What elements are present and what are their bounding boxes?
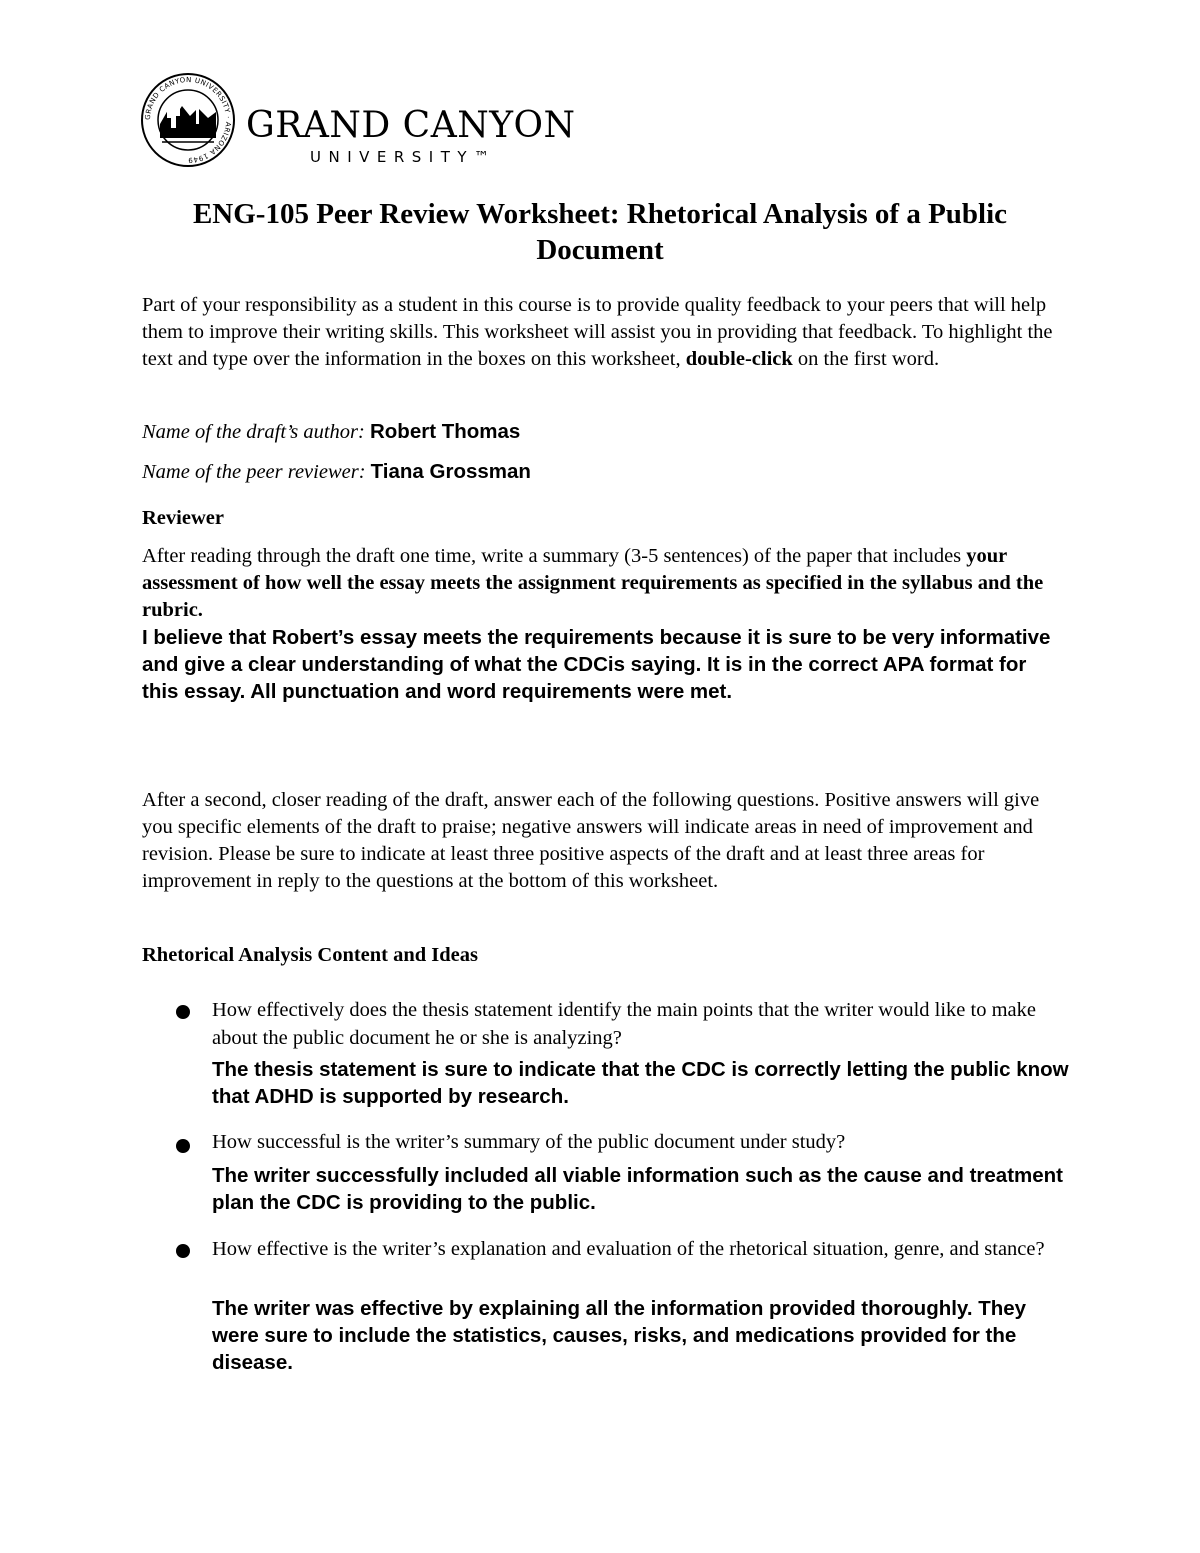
question-2: How successful is the writer’s summary of the public document under study? — [212, 1131, 846, 1153]
summary-prompt-text: After reading through the draft one time, write a summary (3-5 sentences) of the paper that includes — [142, 545, 967, 567]
bullet-icon — [176, 1005, 190, 1019]
author-label: Name of the draft’s author: — [142, 421, 365, 443]
reviewer-line — [142, 458, 1062, 486]
page-title: ENG-105 Peer Review Worksheet: Rhetorical Analysis of a Public Document — [192, 198, 1008, 266]
intro-paragraph — [142, 292, 1062, 373]
summary-answer[interactable]: I believe that Robert’s essay meets the requirements because it is sure to be very informative and give a clear understanding of what the CDCis saying. It is in the correct APA format for this essay. All punctuation and word requirements were met. — [142, 626, 1051, 703]
university-seal-icon — [138, 72, 238, 168]
intro-text: Part of your responsibility as a student in this course is to provide quality feedback to your peers that will help them to improve their writing skills. This worksheet will assist you in providing that feedback. To highlight the text and type over the information in the boxes on this worksheet, — [142, 294, 1053, 370]
answer-2[interactable]: The writer successfully included all viable information such as the cause and treatment plan the CDC is providing to the public. — [212, 1164, 1064, 1214]
university-logo — [138, 72, 598, 168]
author-line — [142, 418, 1062, 446]
intro-bold-text: double-click — [685, 348, 793, 370]
intro-text-end: on the first word. — [792, 348, 940, 370]
question-1: How effectively does the thesis statement identify the main points that the writer would like to make about the public document he or she is analyzing? — [212, 999, 1036, 1049]
logo-wordmark: GRAND CANYON — [246, 105, 576, 146]
bullet-icon — [176, 1244, 190, 1258]
bullet-icon — [176, 1139, 190, 1153]
author-value[interactable]: Robert Thomas — [369, 420, 521, 443]
summary-prompt-bold: your assessment of how well the essay meets the assignment requirements as specified in the syllabus and the rubric. — [142, 545, 1044, 621]
content-heading: Rhetorical Analysis Content and Ideas — [142, 944, 479, 966]
answer-3[interactable]: The writer was effective by explaining all the information provided thoroughly. They were sure to include the statistics, causes, risks, and medications provided for the disease. — [212, 1297, 1027, 1374]
question-3: How effective is the writer’s explanation and evaluation of the rhetorical situation, genre, and stance? — [212, 1238, 1045, 1260]
reviewer-heading: Reviewer — [142, 507, 224, 529]
svg-text:GRAND CANYON UNIVERSITY · ARIZ: GRAND CANYON UNIVERSITY · ARIZONA 1949 — [143, 75, 233, 165]
reviewer-value[interactable]: Tiana Grossman — [370, 460, 531, 483]
reviewer-label: Name of the peer reviewer: — [142, 461, 366, 483]
answer-1[interactable]: The thesis statement is sure to indicate that the CDC is correctly letting the public know that ADHD is supported by research. — [212, 1058, 1069, 1108]
second-reading-paragraph: After a second, closer reading of the draft, answer each of the following questions. Positive answers will give you specific elements of the draft to praise; negative answers will indicate areas in need of improvement and revision. Please be sure to indicate at least three positive aspects of the draft and at least three areas for improvement in reply to the questions at the bottom of this worksheet. — [142, 789, 1040, 892]
logo-subtitle: UNIVERSITY™ — [310, 148, 497, 166]
summary-prompt — [142, 543, 1062, 624]
